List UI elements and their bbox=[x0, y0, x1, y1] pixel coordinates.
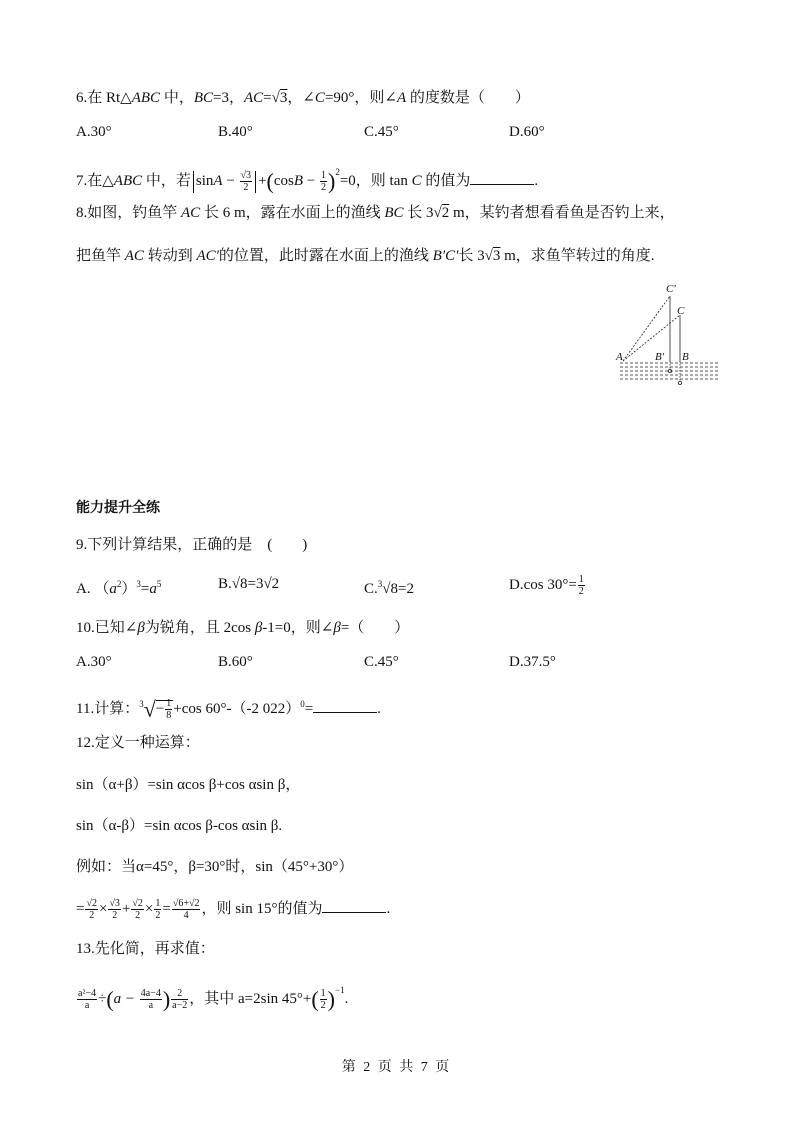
paren: ( bbox=[266, 168, 274, 194]
fraction bbox=[140, 988, 162, 1011]
denominator: 2 bbox=[112, 910, 118, 922]
q6-option-a: A.30° bbox=[76, 124, 112, 140]
text: = bbox=[304, 701, 314, 717]
text: A bbox=[396, 90, 407, 106]
q6-option-c: C.45° bbox=[364, 124, 399, 140]
text: BC bbox=[193, 90, 213, 106]
text: − bbox=[155, 701, 165, 717]
text: 的值为 bbox=[421, 173, 471, 189]
fraction bbox=[171, 988, 188, 1011]
numerator: 1 bbox=[578, 574, 584, 585]
denominator: a bbox=[84, 1000, 90, 1012]
paren: ) bbox=[327, 986, 335, 1012]
text: 3 bbox=[492, 248, 501, 264]
fraction bbox=[108, 898, 121, 921]
q9-option-c bbox=[364, 574, 414, 599]
answer-blank[interactable] bbox=[322, 898, 386, 913]
abs-bar bbox=[255, 171, 256, 193]
fraction bbox=[172, 898, 201, 921]
text: = bbox=[76, 901, 85, 917]
text: ，∠ bbox=[287, 90, 315, 106]
fraction bbox=[320, 988, 327, 1011]
text: AC′ bbox=[196, 248, 219, 264]
fraction bbox=[77, 988, 97, 1011]
text: = bbox=[140, 581, 150, 597]
text: 10.已知∠ bbox=[76, 620, 138, 636]
text: = bbox=[162, 901, 171, 917]
text: . bbox=[534, 173, 539, 189]
q6-option-d: D.60° bbox=[509, 124, 545, 140]
text: 7.在△ bbox=[76, 173, 114, 189]
question-11 bbox=[76, 694, 381, 721]
text: B′C′ bbox=[432, 248, 459, 264]
fraction bbox=[240, 170, 253, 193]
text: − bbox=[303, 173, 319, 189]
paren: ( bbox=[106, 986, 114, 1012]
text: . bbox=[377, 701, 381, 717]
fishing-rod-figure bbox=[615, 278, 725, 390]
exponent: 5 bbox=[156, 579, 162, 589]
text: 11.计算： bbox=[76, 701, 140, 717]
text: ABC bbox=[131, 90, 161, 106]
text: 长 6 m，露在水面上的渔线 bbox=[200, 205, 385, 221]
text: 6.在 Rt△ bbox=[76, 90, 132, 106]
numerator: √2 bbox=[86, 898, 97, 910]
text: a bbox=[109, 581, 117, 597]
q10-option-b: B.60° bbox=[218, 654, 253, 670]
question-7 bbox=[76, 162, 538, 193]
fraction bbox=[578, 574, 585, 597]
text: β bbox=[333, 620, 341, 636]
text: C bbox=[314, 90, 325, 106]
numerator: 1 bbox=[321, 170, 326, 182]
text: √8=2 bbox=[382, 581, 414, 597]
paren: ) bbox=[328, 168, 336, 194]
text: 转动到 bbox=[143, 248, 197, 264]
text: a − bbox=[113, 991, 139, 1007]
fraction bbox=[165, 698, 172, 721]
text: β bbox=[254, 620, 263, 636]
denominator: 4 bbox=[183, 910, 189, 922]
denominator: 2 bbox=[320, 1000, 326, 1012]
text: ，则 sin 15°的值为 bbox=[201, 901, 323, 917]
text: C bbox=[411, 173, 422, 189]
exponent: 2 bbox=[116, 579, 122, 589]
label-a: A bbox=[616, 351, 623, 363]
text: − bbox=[222, 173, 239, 189]
numerator: √3 bbox=[240, 170, 252, 182]
text: ） bbox=[121, 581, 137, 597]
q10-option-d: D.37.5° bbox=[509, 654, 556, 670]
text: A. （ bbox=[76, 581, 110, 597]
text: -1=0，则∠ bbox=[262, 620, 334, 636]
radicand bbox=[155, 698, 173, 722]
text: m，某钓者想看看鱼是否钓上来， bbox=[449, 205, 675, 221]
text: 把鱼竿 bbox=[76, 248, 125, 264]
text: β bbox=[137, 620, 145, 636]
q9-option-a bbox=[76, 574, 161, 599]
text: × bbox=[98, 901, 108, 917]
text: 长 3√ bbox=[458, 248, 493, 264]
numerator: 4a−4 bbox=[140, 988, 161, 1000]
paren: ) bbox=[162, 986, 171, 1012]
q9-option-b: B.√8=3√2 bbox=[218, 576, 280, 592]
text: =3， bbox=[213, 90, 244, 106]
text: 为锐角，且 2cos bbox=[144, 620, 255, 636]
question-12-title: 12.定义一种运算： bbox=[76, 735, 200, 751]
fraction bbox=[85, 898, 98, 921]
text: m，求鱼竿转过的角度. bbox=[500, 248, 655, 264]
text: =90°，则∠ bbox=[324, 90, 397, 106]
numerator: a²−4 bbox=[78, 988, 97, 1000]
denominator: a bbox=[148, 1000, 154, 1012]
text: 的位置，此时露在水面上的渔线 bbox=[218, 248, 433, 264]
q10-option-c: C.45° bbox=[364, 654, 399, 670]
question-13-expression bbox=[76, 980, 348, 1011]
numerator: 1 bbox=[166, 698, 172, 710]
denominator: a−2 bbox=[172, 1000, 188, 1012]
q9-option-d bbox=[509, 574, 586, 597]
paren: ( bbox=[311, 986, 319, 1012]
text: . bbox=[386, 901, 391, 917]
numerator: 1 bbox=[320, 988, 326, 1000]
text: a bbox=[149, 581, 157, 597]
text: 的度数是（ ） bbox=[406, 90, 530, 106]
question-8-line-1 bbox=[76, 203, 675, 223]
root-index: 3 bbox=[377, 579, 383, 589]
denominator: 2 bbox=[243, 182, 249, 194]
text: B bbox=[293, 173, 304, 189]
denominator: 2 bbox=[155, 910, 161, 922]
text: 长 3√ bbox=[403, 205, 442, 221]
text: =0，则 tan bbox=[339, 173, 412, 189]
text: 3 bbox=[279, 90, 288, 106]
water-surface bbox=[620, 363, 719, 379]
text: +cos 60°-（-2 022） bbox=[173, 701, 301, 717]
fraction bbox=[154, 898, 161, 921]
text: =√ bbox=[263, 90, 280, 106]
text: ABC bbox=[113, 173, 143, 189]
fraction bbox=[131, 898, 144, 921]
numerator: 1 bbox=[155, 898, 161, 910]
question-10 bbox=[76, 618, 409, 638]
text: × bbox=[144, 901, 154, 917]
page-footer: 第 2 页 共 7 页 bbox=[341, 1060, 452, 1075]
text: A bbox=[213, 173, 223, 189]
denominator: 2 bbox=[135, 910, 141, 922]
exponent: 3 bbox=[136, 579, 141, 589]
numerator: √3 bbox=[109, 898, 120, 910]
text: 中， bbox=[160, 90, 194, 106]
radical: √ bbox=[143, 696, 156, 722]
text: AC bbox=[243, 90, 264, 106]
label-c-prime: C′ bbox=[666, 283, 676, 295]
label-b: B bbox=[682, 351, 689, 363]
text: 中，若 bbox=[142, 173, 191, 189]
denominator: 2 bbox=[89, 910, 95, 922]
exponent: 2 bbox=[335, 167, 340, 177]
text: AC bbox=[124, 248, 144, 264]
text: ，其中 a=2sin 45°+ bbox=[189, 991, 312, 1007]
text: BC bbox=[384, 205, 404, 221]
denominator: 8 bbox=[166, 710, 172, 722]
label-c: C bbox=[677, 305, 685, 317]
section-heading: 能力提升全练 bbox=[76, 500, 160, 516]
text: =（ ） bbox=[340, 620, 410, 636]
text: ÷ bbox=[98, 991, 107, 1007]
numerator: √2 bbox=[132, 898, 143, 910]
example-calculation bbox=[76, 898, 390, 921]
text: AC bbox=[181, 205, 201, 221]
abs-bar bbox=[193, 171, 194, 193]
denominator: 2 bbox=[321, 182, 326, 194]
answer-blank[interactable] bbox=[470, 170, 534, 185]
rod-ac bbox=[623, 315, 680, 361]
formula-difference: sin（α-β）=sin αcos β-cos αsin β. bbox=[76, 818, 283, 834]
text: sin bbox=[195, 173, 214, 189]
root-index: 3 bbox=[139, 699, 144, 709]
exponent: 0 bbox=[300, 699, 305, 709]
text: + bbox=[121, 901, 131, 917]
text: C. bbox=[364, 581, 378, 597]
formula-sum: sin（α+β）=sin αcos β+cos αsin β， bbox=[76, 777, 301, 793]
text: D.cos 30°= bbox=[509, 576, 577, 593]
label-b-prime: B′ bbox=[655, 351, 665, 363]
numerator: 2 bbox=[171, 988, 188, 1000]
q10-option-a: A.30° bbox=[76, 654, 112, 670]
question-13-title: 13.先化简，再求值： bbox=[76, 941, 215, 957]
text: 8.如图，钓鱼竿 bbox=[76, 205, 182, 221]
q6-option-b: B.40° bbox=[218, 124, 253, 140]
question-8-line-2 bbox=[76, 246, 655, 266]
text: + bbox=[258, 173, 267, 189]
numerator: √6+√2 bbox=[172, 898, 200, 910]
question-6 bbox=[76, 88, 530, 108]
text: cos bbox=[273, 173, 294, 189]
denominator: 2 bbox=[578, 586, 584, 597]
exponent: −1 bbox=[335, 985, 345, 995]
question-9: 9.下列计算结果，正确的是 ( ) bbox=[76, 537, 308, 553]
fraction bbox=[320, 170, 327, 193]
text: 2 bbox=[441, 205, 450, 221]
text: . bbox=[344, 991, 349, 1007]
example-line: 例如：当α=45°，β=30°时，sin（45°+30°） bbox=[76, 859, 354, 875]
answer-blank[interactable] bbox=[313, 698, 377, 713]
